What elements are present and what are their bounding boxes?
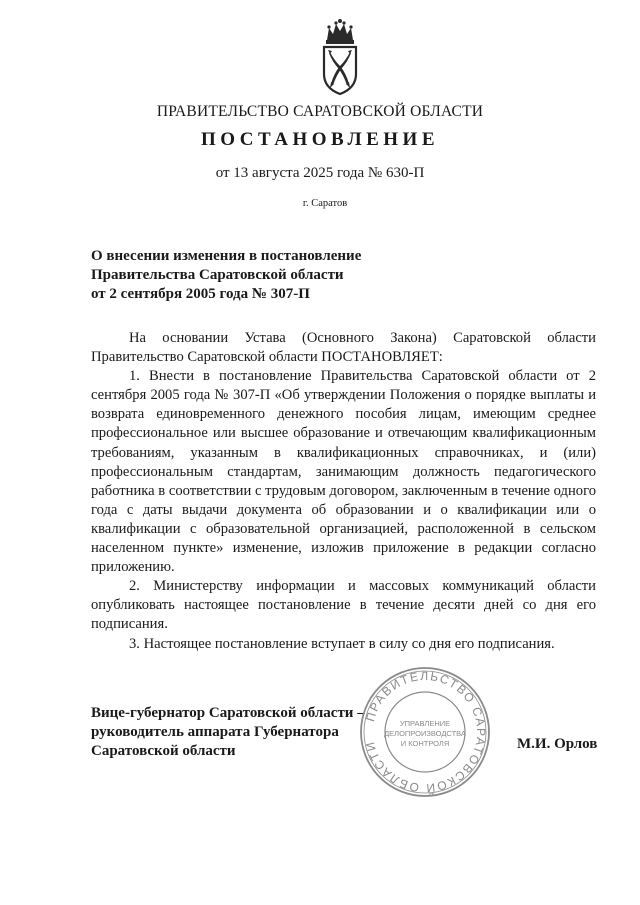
title-line: Правительства Саратовской области — [91, 267, 344, 283]
position-line: Вице-губернатор Саратовской области – — [91, 705, 365, 721]
position-line: руководитель аппарата Губернатора — [91, 724, 339, 740]
document-body — [91, 329, 596, 654]
stamp-inner-line: УПРАВЛЕНИЕ — [399, 719, 451, 728]
document-city: г. Саратов — [302, 198, 348, 209]
document-title — [91, 247, 361, 304]
office-stamp — [353, 662, 497, 802]
stamp-inner-line: И КОНТРОЛЯ — [400, 739, 450, 748]
saratov-coat-of-arms-icon — [317, 16, 363, 96]
body-paragraph: 1. Внести в постановление Правительства Саратовской области от 2 сентября 2005 года № 307-П «Об утверждении Положения о порядке выплаты и возврата единовременного денежного пособия лицам, имеющим среднее профессиональное или высшее образование и отвечающим квалификационным требованиям, указанным в квалификационных справочниках, и (или) профессиональным стандартам, занимающим должность педагогического работника в соответствии с трудовым договором, заключенным в течение одного года с даты выдачи документа об образовании и о квалификации или о квалификации с образовательной организацией, расположенной в сельском населенном пункте» изменение, изложив приложение в редакции согласно приложению. — [91, 368, 596, 576]
stamp-outer-textpath: ПРАВИТЕЛЬСТВО САРАТОВСКОЙ ОБЛАСТИ — [362, 668, 489, 796]
document-type: ПОСТАНОВЛЕНИЕ — [200, 129, 440, 150]
signatory-name: М.И. Орлов — [517, 736, 598, 752]
body-paragraph: На основании Устава (Основного Закона) Саратовской области Правительство Саратовской области ПОСТАНОВЛЯЕТ: — [91, 330, 596, 366]
government-name: ПРАВИТЕЛЬСТВО САРАТОВСКОЙ ОБЛАСТИ — [156, 103, 484, 120]
position-line: Саратовской области — [91, 743, 236, 759]
title-line: О внесении изменения в постановление — [91, 248, 362, 264]
body-paragraph: 2. Министерству информации и массовых коммуникаций области опубликовать настоящее постановление в течение десяти дней со дня его подписания. — [91, 578, 596, 633]
title-line: от 2 сентября 2005 года № 307-П — [91, 286, 310, 302]
signatory-position — [91, 704, 365, 761]
body-paragraph: 3. Настоящее постановление вступает в силу со дня его подписания. — [129, 635, 555, 652]
stamp-inner-line: ДЕЛОПРОИЗВОДСТВА — [384, 729, 466, 738]
document-date-number: от 13 августа 2025 года № 630-П — [215, 165, 425, 181]
